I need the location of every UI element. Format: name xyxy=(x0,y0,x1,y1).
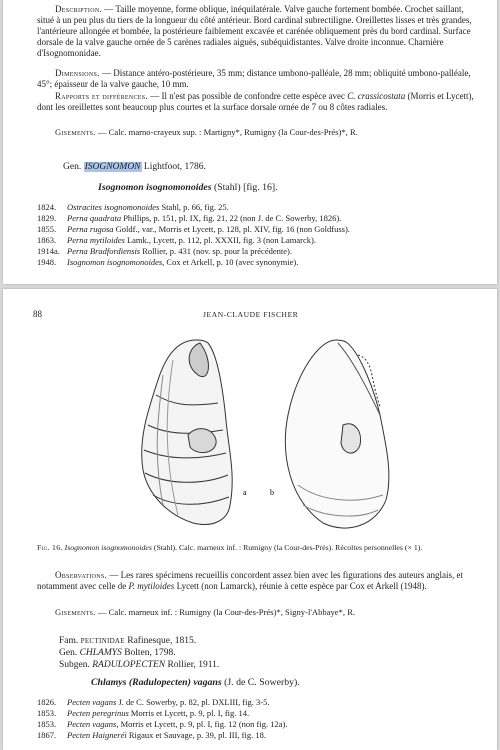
genus-name-2: CHLAMYS xyxy=(79,648,122,658)
synonymy-year: 1826. xyxy=(37,697,57,707)
synonymy-year: 1853. xyxy=(37,719,57,729)
description-label: Description. xyxy=(55,4,103,14)
synonymy-taxon: Pecten vagans xyxy=(67,697,117,707)
synonymy-year: 1914a. xyxy=(37,246,60,256)
genus-heading xyxy=(63,162,475,173)
observations-paragraph xyxy=(37,570,475,592)
species-author: (Stahl) [fig. 16]. xyxy=(213,182,278,193)
figure-caption xyxy=(37,543,475,553)
rapports-text-after: (Morris et Lycett), dont les oreillettes sont beaucoup plus courtes et la surface dorsale ornée de 7 ou 8 côtes radiales. xyxy=(37,91,474,112)
synonymy-year: 1948. xyxy=(37,257,57,267)
synonymy-reference: Rigaux et Sauvage, p. 39, pl. III, fig. 18. xyxy=(128,730,266,740)
synonymy-year: 1855. xyxy=(37,224,57,234)
family-prefix: Fam. xyxy=(59,636,79,646)
synonymy-reference: Phillips, p. 151, pl. IX, fig. 21, 22 (non J. de C. Sowerby, 1826). xyxy=(123,213,342,223)
synonymy-entry xyxy=(37,213,341,223)
observations-label: Observations. xyxy=(55,570,108,580)
gisements-label-2: Gisements. xyxy=(55,607,96,617)
genus-author-2: Bolten, 1798. xyxy=(124,648,176,658)
genus-prefix-2: Gen. xyxy=(59,648,78,658)
synonymy-reference: Lamk., Lycett, p. 112, pl. XXXII, fig. 3 (non Lamarck). xyxy=(126,235,316,245)
synonymy-year: 1824. xyxy=(37,202,57,212)
genus-author: Lightfoot, 1786. xyxy=(143,162,206,172)
rapports-text-before: — Il n'est pas possible de confondre cette espèce avec xyxy=(150,91,348,101)
genus-heading-2 xyxy=(59,648,475,659)
species-name-2: Chlamys (Radulopecten) vagans xyxy=(91,677,222,688)
synonymy-reference: J. de C. Sowerby, p. 82, pl. DXLIII, fig. 3-5. xyxy=(118,697,270,707)
genus-name-highlighted[interactable]: ISOGNOMON xyxy=(84,162,141,172)
synonymy-entry xyxy=(37,719,287,729)
gisements-text-2: — Calc. marneux inf. : Rumigny (la Cour-des-Prés)*, Signy-l'Abbaye*, R. xyxy=(97,607,356,617)
synonymy-entry xyxy=(37,257,298,267)
gisements-text: — Calc. marno-crayeux sup. : Martigny*, Rumigny (la Cour-des-Prés)*, R. xyxy=(97,127,358,137)
synonymy-entry xyxy=(37,730,266,740)
synonymy-entry xyxy=(37,246,292,256)
shell-a-drawing xyxy=(142,340,233,524)
species-name: Isognomon isognomonoides xyxy=(98,182,212,193)
figure-label-b: b xyxy=(270,488,274,497)
species-heading xyxy=(98,182,475,193)
dimensions-label: Dimensions. xyxy=(55,68,100,78)
observations-species: P. mytiloides xyxy=(128,581,175,591)
synonymy-year: 1867. xyxy=(37,730,57,740)
synonymy-entry xyxy=(37,697,269,707)
synonymy-taxon: Pecten vagans, xyxy=(67,719,119,729)
figure-label-a: a xyxy=(243,488,247,497)
synonymy-year: 1853. xyxy=(37,708,57,718)
description-paragraph xyxy=(37,4,475,59)
synonymy-reference: Stahl, p. 66, fig. 25. xyxy=(161,202,229,212)
running-head: JEAN-CLAUDE FISCHER xyxy=(203,310,299,319)
synonymy-reference: Rollier, p. 431 (nov. sp. pour la précédente). xyxy=(142,246,292,256)
subgenus-heading xyxy=(59,660,475,671)
synonymy-taxon: Pecten peregrinus xyxy=(67,708,129,718)
document-page-88 xyxy=(3,289,497,750)
synonymy-taxon: Perna mytiloides xyxy=(67,235,125,245)
family-author: Rafinesque, 1815. xyxy=(127,636,197,646)
synonymy-taxon: Pecten Haigneréi xyxy=(67,730,127,740)
observations-text-before: — Les rares spécimens recueillis concordent assez bien avec les figurations des auteurs anglais, et notamment avec celle de xyxy=(37,570,463,591)
synonymy-taxon: Perna Bradfordiensis xyxy=(67,246,141,256)
document-page-top xyxy=(3,0,497,284)
subgenus-name: RADULOPECTEN xyxy=(92,660,166,670)
synonymy-year: 1863. xyxy=(37,235,57,245)
species-author-2: (J. de C. Sowerby). xyxy=(224,677,300,688)
family-heading xyxy=(59,636,475,647)
synonymy-entry xyxy=(37,224,350,234)
fossil-figure xyxy=(118,335,438,535)
gisements-paragraph xyxy=(37,127,475,138)
species-heading-2 xyxy=(91,677,475,688)
family-name: pectinidae xyxy=(80,636,125,646)
subgenus-prefix: Subgen. xyxy=(59,660,90,670)
synonymy-entry xyxy=(37,235,316,245)
caption-fig-number: Fig. 16. xyxy=(37,543,63,552)
synonymy-taxon: Perna quadrata xyxy=(67,213,122,223)
synonymy-entry xyxy=(37,202,229,212)
synonymy-taxon: Perna rugosa xyxy=(67,224,114,234)
page-cutoff xyxy=(3,746,497,750)
caption-species: Isognomon isognomonoides xyxy=(64,543,152,552)
synonymy-taxon: Isognomon isognomonoides, xyxy=(67,257,165,267)
synonymy-reference: Cox et Arkell, p. 10 (avec synonymie). xyxy=(166,257,299,267)
rapports-species: C. crassicostata xyxy=(347,91,406,101)
synonymy-year: 1829. xyxy=(37,213,57,223)
synonymy-taxon: Ostracites isognomonoides xyxy=(67,202,160,212)
page-number: 88 xyxy=(33,309,42,319)
observations-text-after: Lycett (non Lamarck), réunie à cette espèce par Cox et Arkell (1948). xyxy=(174,581,427,591)
dimensions-paragraph xyxy=(37,68,475,90)
gisements-label: Gisements. xyxy=(55,127,96,137)
description-text: — Taille moyenne, forme oblique, inéquilatérale. Valve gauche fortement bombée. Crochet saillant, situé à un peu plus du tiers de la longueur du côté antérieur. Bord cardinal subrectiligne. Oreillettes lisses et très grandes, l'antérieure allongée et bombée, la postérieure faiblement excavée et carénée obliquement près du bord cardinal. Surface dorsale de la valve gauche ornée de 5 carènes radiales aiguës, subéquidistantes. Valve droite inconnue. Charnière d'Isognomonidae. xyxy=(37,4,472,58)
rapports-label: Rapports et différences. xyxy=(55,91,148,101)
rapports-paragraph xyxy=(37,91,475,113)
synonymy-entry xyxy=(37,708,249,718)
synonymy-reference: Morris et Lycett, p. 9, pl. I, fig. 14. xyxy=(130,708,250,718)
subgenus-author: Rollier, 1911. xyxy=(167,660,220,670)
caption-text: (Stahl). Calc. marneux inf. : Rumigny (la Cour-des-Prés). Récoltes personnelles (× 1). xyxy=(153,543,423,552)
synonymy-reference: Goldf., var., Morris et Lycett, p. 128, pl. XIV, fig. 16 (non Goldfuss). xyxy=(115,224,350,234)
shell-b-drawing xyxy=(285,340,389,528)
synonymy-reference: Morris et Lycett, p. 9, pl. I, fig. 12 (non fig. 12a). xyxy=(120,719,288,729)
genus-prefix: Gen. xyxy=(63,162,82,172)
dimensions-text: — Distance antéro-postérieure, 35 mm; distance umbono-palléale, 28 mm; obliquité umbono-palléale, 45°; épaisseur de la valve gauche, 10 mm. xyxy=(37,68,471,89)
gisements-paragraph-2 xyxy=(37,607,475,618)
